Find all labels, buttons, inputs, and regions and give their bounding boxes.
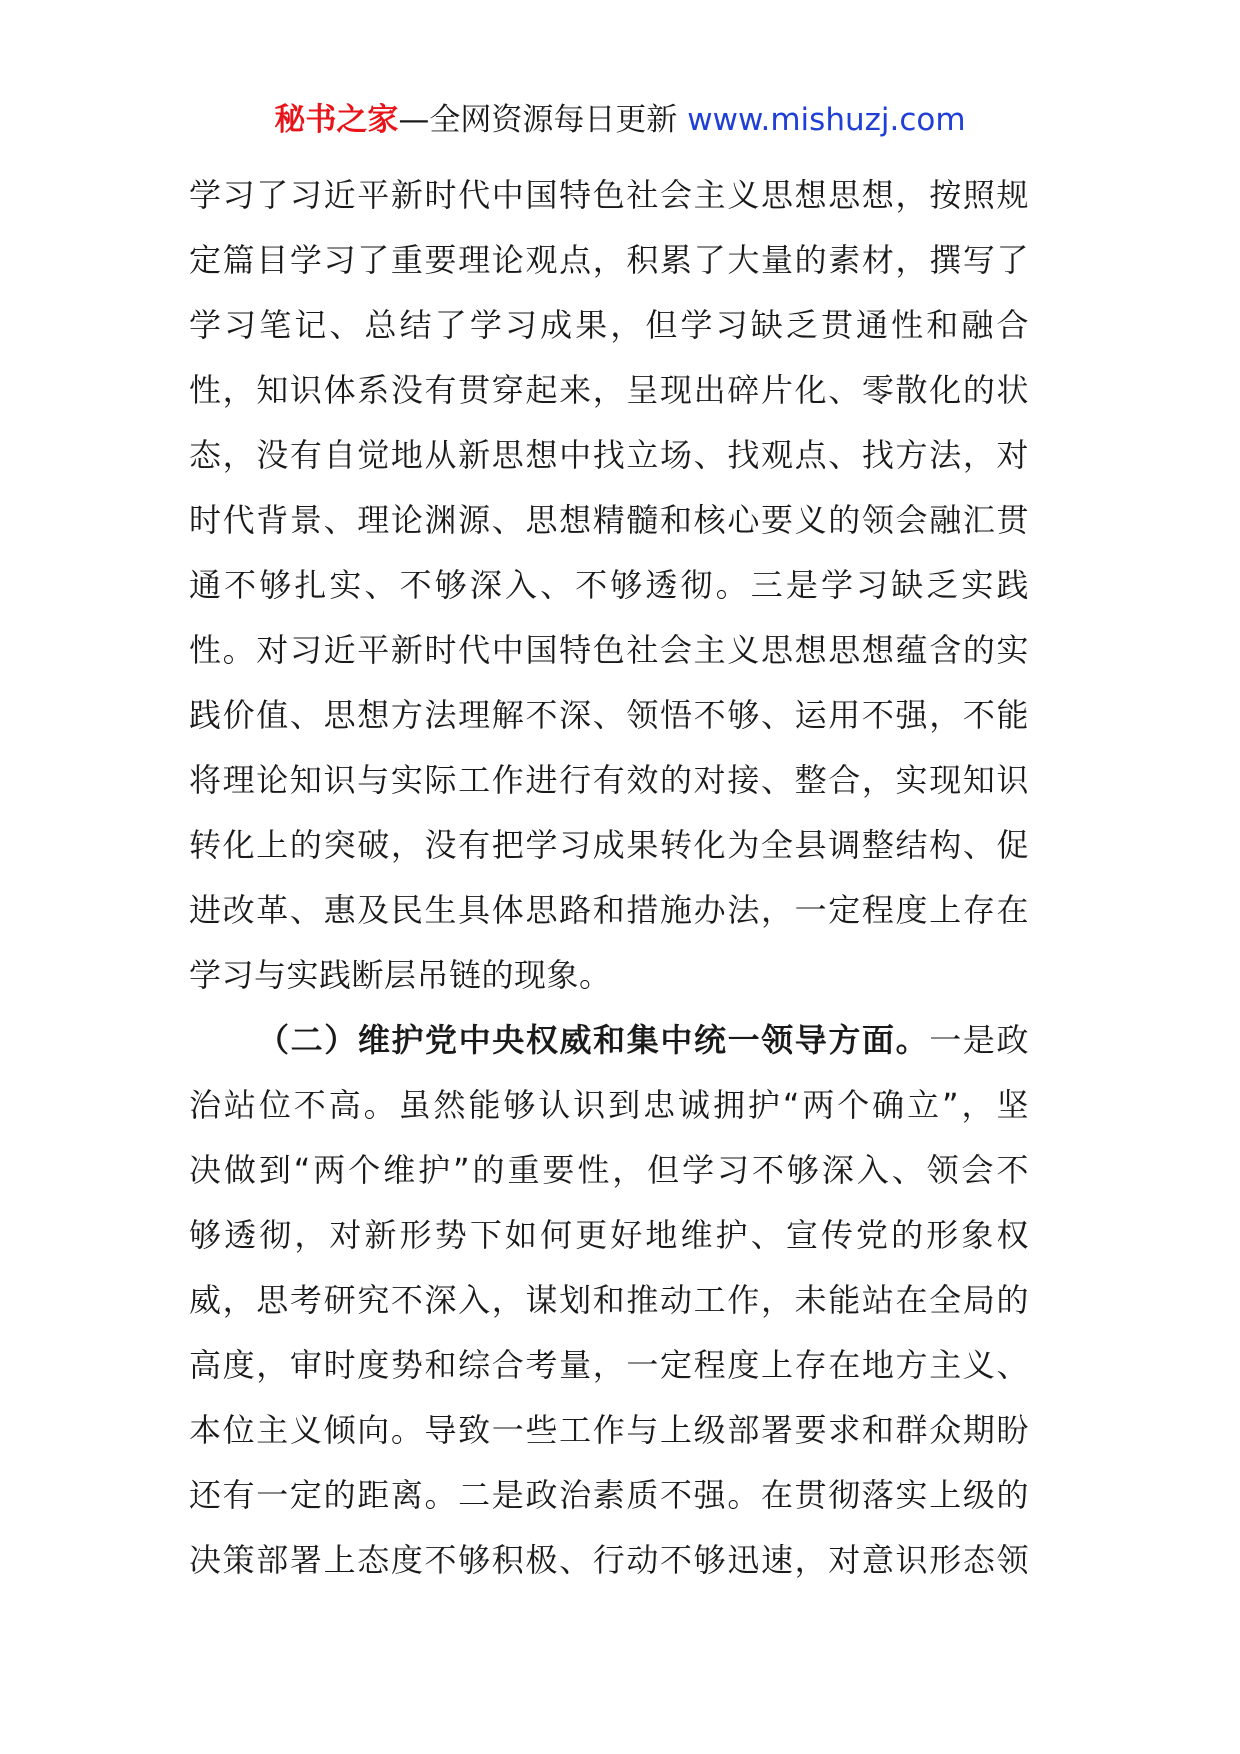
text-line: 践价值、思想方法理解不深、领悟不够、运用不强，不能 (189, 696, 1029, 734)
header-tagline: —全网资源每日更新 (398, 102, 688, 138)
text-line: 学习笔记、总结了学习成果，但学习缺乏贯通性和融合 (189, 306, 1029, 344)
section-heading-line (189, 1008, 1029, 1073)
text-line: 够透彻，对新形势下如何更好地维护、宣传党的形象权 (189, 1216, 1029, 1254)
text-line: 定篇目学习了重要理论观点，积累了大量的素材，撰写了 (189, 241, 1029, 279)
text-line: 性。对习近平新时代中国特色社会主义思想思想蕴含的实 (189, 631, 1029, 669)
section-heading-continuation: 一是政 (929, 1021, 1029, 1059)
section-heading: （二）维护党中央权威和集中统一领导方面。 (257, 1021, 930, 1059)
website-link[interactable]: www.mishuzj.com (687, 102, 966, 138)
text-line: 高度，审时度势和综合考量，一定程度上存在地方主义、 (189, 1346, 1029, 1384)
text-line: 还有一定的距离。二是政治素质不强。在贯彻落实上级的 (189, 1476, 1029, 1514)
text-line: 性，知识体系没有贯穿起来，呈现出碎片化、零散化的状 (189, 371, 1029, 409)
document-body (189, 163, 1029, 1593)
text-line: 将理论知识与实际工作进行有效的对接、整合，实现知识 (189, 761, 1029, 799)
text-line: 学习了习近平新时代中国特色社会主义思想思想，按照规 (189, 176, 1029, 214)
text-line: 进改革、惠及民生具体思路和措施办法，一定程度上存在 (189, 891, 1029, 929)
text-line: 决做到“两个维护”的重要性，但学习不够深入、领会不 (189, 1151, 1029, 1189)
text-line: 通不够扎实、不够深入、不够透彻。三是学习缺乏实践 (189, 566, 1029, 604)
text-line: 治站位不高。虽然能够认识到忠诚拥护“两个确立”，坚 (189, 1086, 1029, 1124)
text-line: 转化上的突破，没有把学习成果转化为全县调整结构、促 (189, 826, 1029, 864)
page-header (0, 98, 1240, 142)
brand-name: 秘书之家 (274, 102, 399, 138)
text-line: 态，没有自觉地从新思想中找立场、找观点、找方法，对 (189, 436, 1029, 474)
text-line: 威，思考研究不深入，谋划和推动工作，未能站在全局的 (189, 1281, 1029, 1319)
text-line: 本位主义倾向。导致一些工作与上级部署要求和群众期盼 (189, 1411, 1029, 1449)
text-line: 学习与实践断层吊链的现象。 (189, 956, 612, 994)
text-line: 决策部署上态度不够积极、行动不够迅速，对意识形态领 (189, 1541, 1029, 1579)
text-line: 时代背景、理论渊源、思想精髓和核心要义的领会融汇贯 (189, 501, 1029, 539)
